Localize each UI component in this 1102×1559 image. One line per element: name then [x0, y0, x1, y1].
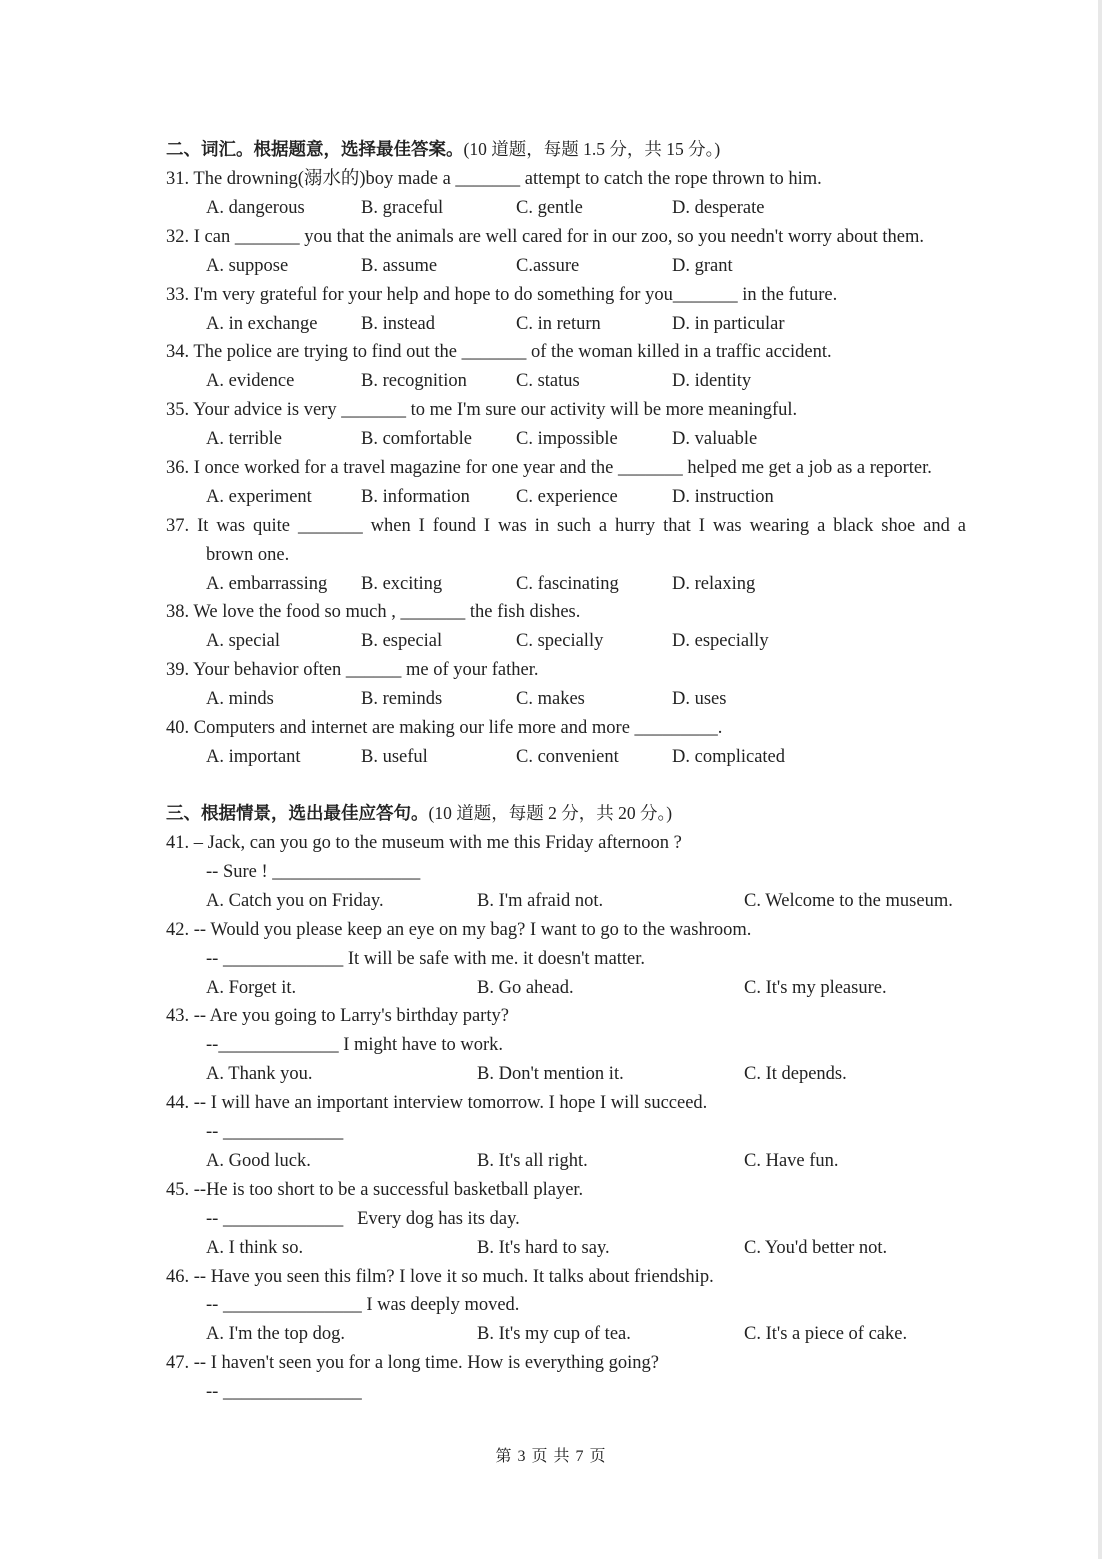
options-42	[206, 977, 976, 999]
option-a[interactable]: A. embarrassing	[206, 574, 328, 594]
option-d[interactable]: D. grant	[672, 256, 733, 276]
options-37	[206, 573, 976, 595]
options-31	[206, 197, 976, 219]
section-3-note: (10 道题，每题 2 分，共 20 分。)	[428, 803, 673, 823]
options-34	[206, 370, 976, 392]
option-c[interactable]: C. It's my pleasure.	[744, 978, 887, 998]
option-b[interactable]: B. useful	[361, 747, 428, 767]
option-a[interactable]: A. evidence	[206, 371, 295, 391]
options-46	[206, 1323, 976, 1345]
option-a[interactable]: A. terrible	[206, 429, 283, 449]
question-38: 38. We love the food so much , _______ the fish dishes.	[166, 602, 581, 622]
option-a[interactable]: A. minds	[206, 689, 274, 709]
options-45	[206, 1237, 976, 1259]
page-edge-shadow	[1098, 0, 1102, 1559]
question-45: 45. --He is too short to be a successful basketball player.	[166, 1180, 584, 1200]
question-47: 47. -- I haven't seen you for a long time. How is everything going?	[166, 1353, 659, 1373]
section-3-heading	[166, 802, 966, 824]
option-c[interactable]: C. You'd better not.	[744, 1238, 888, 1258]
option-a[interactable]: A. I think so.	[206, 1238, 304, 1258]
question-40: 40. Computers and internet are making our life more and more _________.	[166, 718, 723, 738]
option-c[interactable]: C. gentle	[516, 198, 583, 218]
option-b[interactable]: B. reminds	[361, 689, 443, 709]
question-34: 34. The police are trying to find out the _______ of the woman killed in a traffic accident.	[166, 342, 832, 362]
option-c[interactable]: C. specially	[516, 631, 604, 651]
option-c[interactable]: C. It's a piece of cake.	[744, 1324, 908, 1344]
question-39: 39. Your behavior often ______ me of your father.	[166, 660, 539, 680]
option-d[interactable]: D. instruction	[672, 487, 774, 507]
section-2-heading	[166, 138, 966, 160]
option-c[interactable]: C. convenient	[516, 747, 619, 767]
option-a[interactable]: A. Thank you.	[206, 1064, 313, 1084]
question-37: 37. It was quite _______ when I found I was in such a hurry that I was wearing a black shoe and a	[166, 516, 966, 536]
option-b[interactable]: B. comfortable	[361, 429, 472, 449]
question-31: 31. The drowning(溺水的)boy made a _______ attempt to catch the rope thrown to him.	[166, 169, 822, 189]
option-a[interactable]: A. important	[206, 747, 301, 767]
option-c[interactable]: C. status	[516, 371, 580, 391]
option-b[interactable]: B. It's all right.	[477, 1151, 588, 1171]
question-37-continued: brown one.	[206, 545, 290, 565]
options-38	[206, 630, 976, 652]
question-33: 33. I'm very grateful for your help and hope to do something for you_______ in the future.	[166, 285, 838, 305]
options-36	[206, 486, 976, 508]
option-d[interactable]: D. valuable	[672, 429, 758, 449]
option-a[interactable]: A. Good luck.	[206, 1151, 311, 1171]
option-c[interactable]: C. makes	[516, 689, 585, 709]
option-a[interactable]: A. special	[206, 631, 280, 651]
option-c[interactable]: C.assure	[516, 256, 580, 276]
option-b[interactable]: B. graceful	[361, 198, 444, 218]
option-a[interactable]: A. Catch you on Friday.	[206, 891, 384, 911]
options-35	[206, 428, 976, 450]
option-a[interactable]: A. experiment	[206, 487, 312, 507]
option-b[interactable]: B. exciting	[361, 574, 443, 594]
section-2-title: 二、词汇。根据题意，选择最佳答案。	[166, 139, 464, 159]
option-c[interactable]: C. fascinating	[516, 574, 619, 594]
page-number: 第 3 页 共 7 页	[495, 1448, 607, 1465]
option-d[interactable]: D. in particular	[672, 314, 785, 334]
option-b[interactable]: B. It's my cup of tea.	[477, 1324, 631, 1344]
option-d[interactable]: D. especially	[672, 631, 769, 651]
option-b[interactable]: B. It's hard to say.	[477, 1238, 610, 1258]
question-42: 42. -- Would you please keep an eye on my bag? I want to go to the washroom.	[166, 920, 752, 940]
question-46: 46. -- Have you seen this film? I love it so much. It talks about friendship.	[166, 1267, 714, 1287]
option-d[interactable]: D. complicated	[672, 747, 786, 767]
reply-45: -- _____________ Every dog has its day.	[206, 1209, 520, 1229]
options-43	[206, 1063, 976, 1085]
options-44	[206, 1150, 976, 1172]
option-d[interactable]: D. desperate	[672, 198, 765, 218]
reply-47: -- _______________	[206, 1382, 362, 1402]
option-a[interactable]: A. Forget it.	[206, 978, 297, 998]
option-b[interactable]: B. information	[361, 487, 470, 507]
options-41	[206, 890, 976, 912]
question-41: 41. – Jack, can you go to the museum with me this Friday afternoon ?	[166, 833, 682, 853]
option-b[interactable]: B. especial	[361, 631, 443, 651]
option-b[interactable]: B. Go ahead.	[477, 978, 574, 998]
question-32: 32. I can _______ you that the animals are well cared for in our zoo, so you needn't worry about them.	[166, 227, 925, 247]
reply-42: -- _____________ It will be safe with me. it doesn't matter.	[206, 949, 646, 969]
option-a[interactable]: A. in exchange	[206, 314, 318, 334]
option-c[interactable]: C. in return	[516, 314, 601, 334]
options-40	[206, 746, 976, 768]
option-d[interactable]: D. uses	[672, 689, 727, 709]
option-c[interactable]: C. It depends.	[744, 1064, 847, 1084]
reply-46: -- _______________ I was deeply moved.	[206, 1295, 520, 1315]
option-b[interactable]: B. Don't mention it.	[477, 1064, 624, 1084]
question-43: 43. -- Are you going to Larry's birthday party?	[166, 1006, 509, 1026]
option-c[interactable]: C. Have fun.	[744, 1151, 839, 1171]
reply-41: -- Sure ! ________________	[206, 862, 421, 882]
question-35: 35. Your advice is very _______ to me I'm sure our activity will be more meaningful.	[166, 400, 798, 420]
options-33	[206, 313, 976, 335]
reply-44: -- _____________	[206, 1122, 344, 1142]
option-b[interactable]: B. I'm afraid not.	[477, 891, 604, 911]
option-b[interactable]: B. assume	[361, 256, 438, 276]
option-c[interactable]: C. impossible	[516, 429, 618, 449]
option-d[interactable]: D. relaxing	[672, 574, 756, 594]
option-c[interactable]: C. experience	[516, 487, 618, 507]
reply-43: --_____________ I might have to work.	[206, 1035, 503, 1055]
option-a[interactable]: A. I'm the top dog.	[206, 1324, 345, 1344]
option-a[interactable]: A. dangerous	[206, 198, 305, 218]
section-2-note: (10 道题，每题 1.5 分，共 15 分。)	[463, 139, 721, 159]
option-b[interactable]: B. recognition	[361, 371, 467, 391]
option-a[interactable]: A. suppose	[206, 256, 289, 276]
section-3-title: 三、根据情景，选出最佳应答句。	[166, 803, 429, 823]
options-32	[206, 255, 976, 277]
question-44: 44. -- I will have an important interview tomorrow. I hope I will succeed.	[166, 1093, 708, 1113]
option-d[interactable]: D. identity	[672, 371, 752, 391]
options-39	[206, 688, 976, 710]
question-36: 36. I once worked for a travel magazine for one year and the _______ helped me get a job as a reporter.	[166, 458, 932, 478]
option-c[interactable]: C. Welcome to the museum.	[744, 891, 953, 911]
option-b[interactable]: B. instead	[361, 314, 435, 334]
